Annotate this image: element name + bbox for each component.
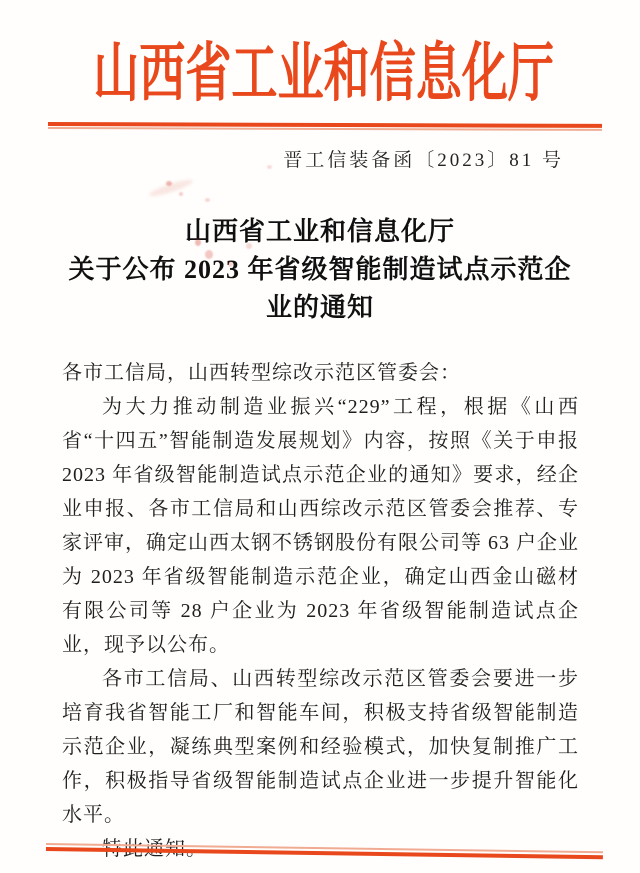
- title-line-3: 业的通知: [265, 293, 374, 322]
- stamp-speckle: [179, 192, 183, 196]
- stamp-speckle: [166, 181, 172, 186]
- stamp-speckle: [205, 198, 210, 202]
- stamp-speckle: [205, 250, 213, 259]
- salutation: 各市工信局，山西转型综改示范区管委会：: [62, 362, 461, 384]
- stamp-speckle: [267, 165, 272, 169]
- document-number: 晋工信装备函〔2023〕81 号: [283, 150, 564, 171]
- title-line-2: 关于公布 2023 年省级智能制造试点示范企: [68, 255, 572, 284]
- body-paragraph-2: 各市工信局、山西转型综改示范区管委会要进一步培育我省智能工厂和智能车间，积极支持省级智能制造示范企业，凝练典型案例和经验模式，加快复制推广工作，积极指导省级智能制造试点企业进一步提升智能化水平。: [62, 668, 579, 826]
- document-title: [40, 213, 600, 327]
- stamp-speckle: [195, 239, 201, 246]
- document-body: [62, 356, 579, 866]
- agency-masthead: 山西省工业和信息化厅: [93, 38, 554, 109]
- stamp-speckle: [228, 261, 233, 267]
- title-line-1: 山西省工业和信息化厅: [184, 217, 455, 246]
- masthead-rule: [48, 122, 602, 131]
- stamp-smudge: [148, 177, 194, 199]
- stamp-speckle: [246, 243, 252, 249]
- body-paragraph-1: 为大力推动制造业振兴“229”工程，根据《山西省“十四五”智能制造发展规划》内容，按照《关于申报 2023 年省级智能制造试点示范企业的通知》要求，经企业申报、各市工信局和山西综改示范区管委会推荐、专家评审，确定山西太钢不锈钢股份有限公司等 63 户企业为 2023 年省级智能制造示范企业，确定山西金山磁材有限公司等 28 户企业为 2023 年省级智能制造试点企业，现予以公布。: [62, 396, 579, 656]
